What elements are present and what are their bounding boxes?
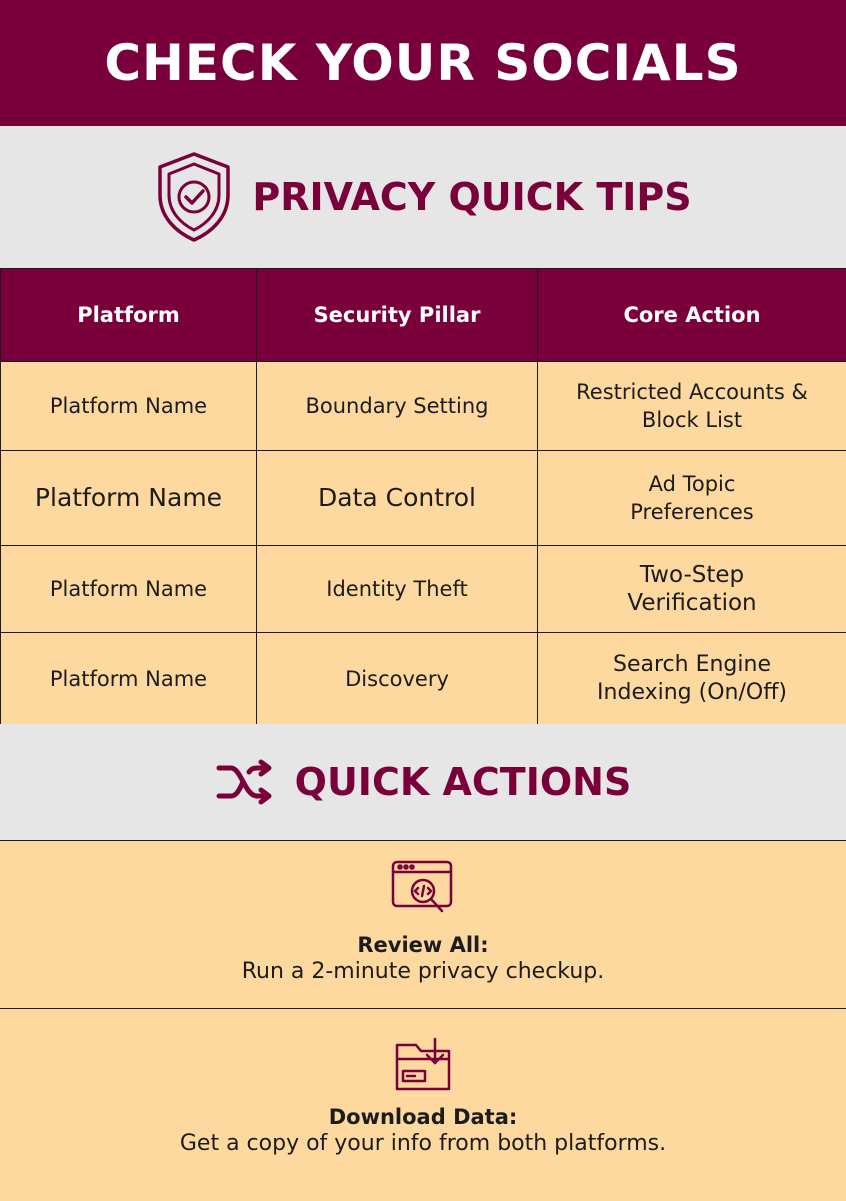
table-row <box>1 546 846 633</box>
privacy-tips-title: PRIVACY QUICK TIPS <box>252 175 691 219</box>
table-header-row <box>1 269 846 362</box>
download-folder-icon <box>393 1035 453 1093</box>
action-label: Review All: <box>0 933 846 957</box>
platform-cell: Platform Name <box>1 451 257 546</box>
core-action-cell <box>538 633 846 726</box>
column-header-core-action: Core Action <box>538 269 846 362</box>
action-label: Download Data: <box>0 1105 846 1129</box>
action-description: Run a 2-minute privacy checkup. <box>0 959 846 984</box>
shuffle-icon <box>215 758 277 806</box>
core-action-line: Ad Topic <box>649 472 736 496</box>
security-pillar-cell: Data Control <box>257 451 538 546</box>
page-banner <box>0 0 846 126</box>
core-action-line: Block List <box>642 408 742 432</box>
privacy-tips-header <box>0 126 846 268</box>
platform-cell: Platform Name <box>1 633 257 726</box>
core-action-cell <box>538 451 846 546</box>
column-header-platform: Platform <box>1 269 257 362</box>
platform-cell: Platform Name <box>1 362 257 451</box>
security-pillar-cell: Discovery <box>257 633 538 726</box>
shield-check-icon <box>154 150 234 244</box>
security-pillar-cell: Boundary Setting <box>257 362 538 451</box>
core-action-line: Indexing (On/Off) <box>597 680 787 705</box>
quick-actions-header <box>0 724 846 840</box>
table-row <box>1 633 846 726</box>
action-review-all <box>0 840 846 1009</box>
core-action-cell <box>538 362 846 451</box>
action-description: Get a copy of your info from both platforms. <box>0 1131 846 1156</box>
privacy-tips-table <box>0 268 846 726</box>
core-action-line: Restricted Accounts & <box>576 380 808 404</box>
column-header-security-pillar: Security Pillar <box>257 269 538 362</box>
core-action-cell <box>538 546 846 633</box>
browser-search-icon <box>390 859 456 919</box>
core-action-line: Verification <box>627 590 756 616</box>
table-row <box>1 362 846 451</box>
page-title: CHECK YOUR SOCIALS <box>104 34 741 92</box>
quick-actions-title: QUICK ACTIONS <box>295 760 632 804</box>
action-download-data <box>0 1008 846 1201</box>
core-action-line: Two-Step <box>640 562 744 588</box>
platform-cell: Platform Name <box>1 546 257 633</box>
table-row <box>1 451 846 546</box>
security-pillar-cell: Identity Theft <box>257 546 538 633</box>
core-action-line: Search Engine <box>613 652 771 677</box>
core-action-line: Preferences <box>630 500 754 524</box>
